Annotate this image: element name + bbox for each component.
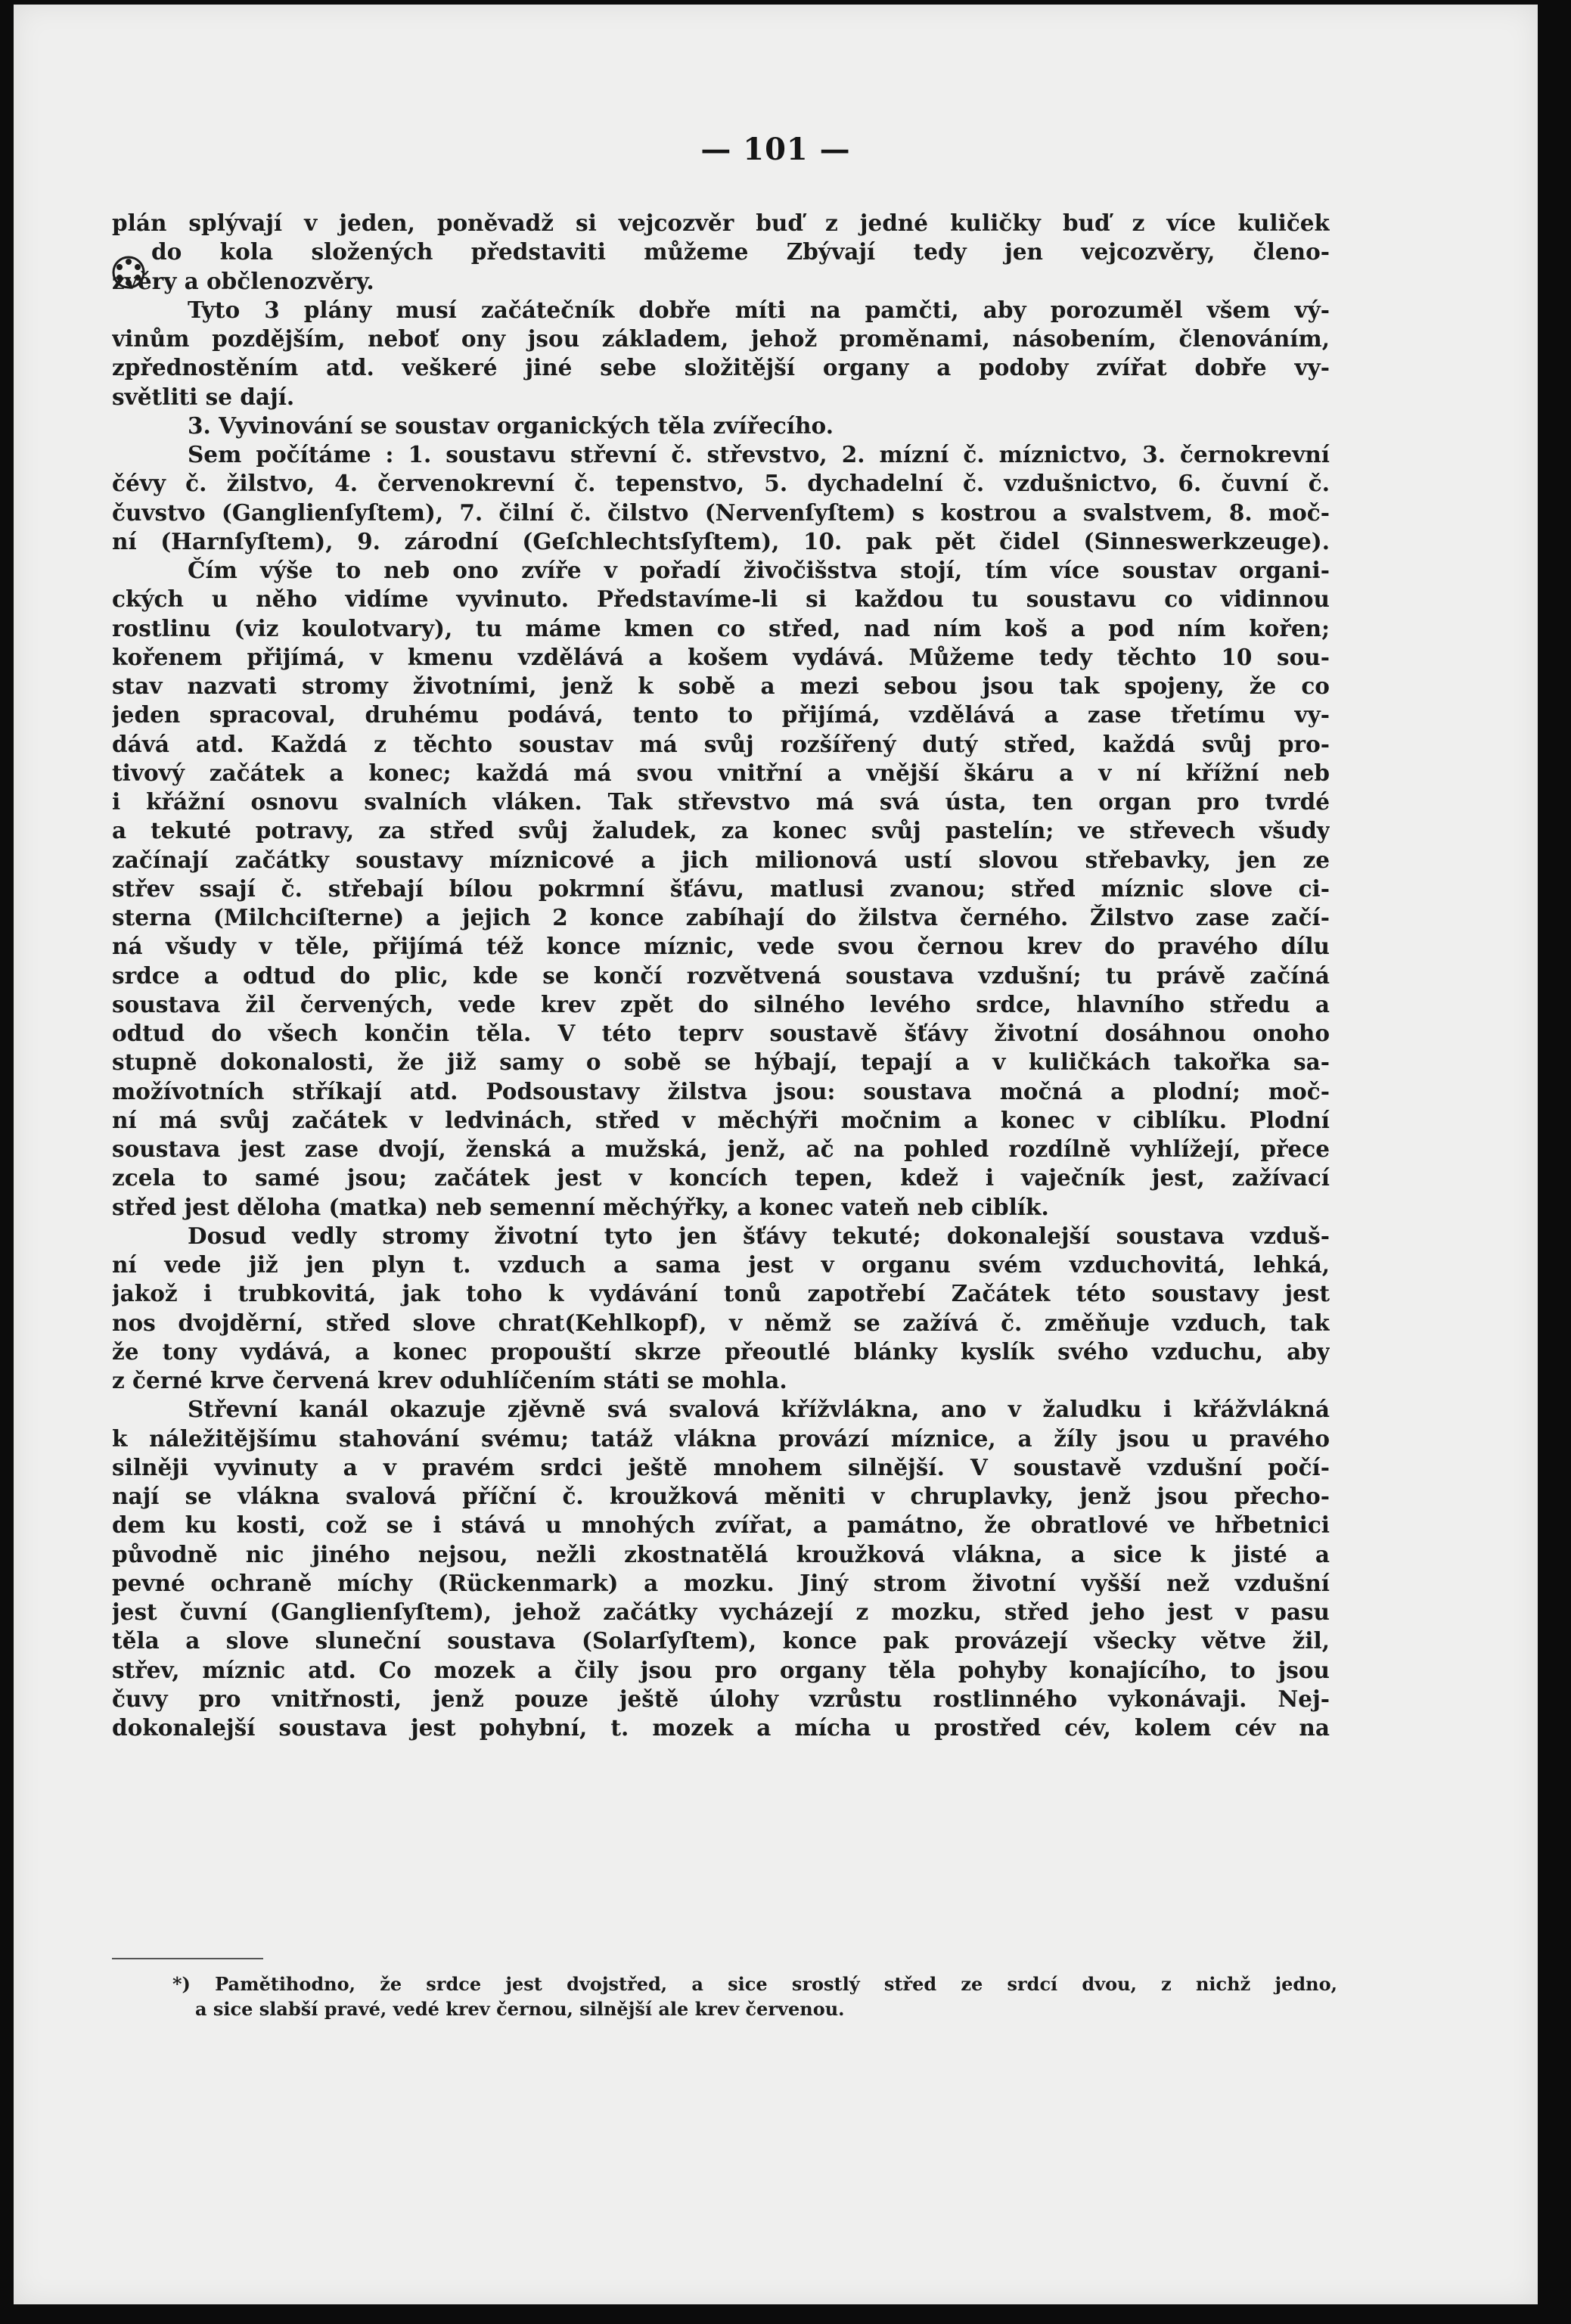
page-number: — 101 — — [700, 132, 851, 167]
text-line: nos dvojděrní, střed slove chrat(Kehlkopf), v němž se zažívá č. změňuje vzduch, tak — [112, 1309, 1330, 1336]
text-line: těla a slove sluneční soustava (Solarſyſtem), konce pak provázejí všecky větve žil, — [112, 1627, 1330, 1654]
text-line: zcela to samé jsou; začátek jest v koncích tepen, kdež i vaječník jest, zažívací — [112, 1164, 1330, 1192]
text-line: Tyto 3 plány musí začátečník dobře míti na pamčti, aby porozuměl všem vý- — [188, 296, 1330, 323]
text-line: světliti se dají. — [112, 383, 295, 410]
section-heading: 3. Vyvinování se soustav organických těla zvířecího. — [188, 412, 834, 439]
text-line: střed jest děloha (matka) neb semenní měchýřky, a konec vateň neb ciblík. — [112, 1193, 1049, 1220]
text-line: ckých u něho vidíme vyvinuto. Představíme-li si každou tu soustavu co vidinnou — [112, 586, 1330, 613]
text-line: tivový začátek a konec; každá má svou vnitřní a vnější škáru a v ní křížní neb — [112, 759, 1330, 786]
text-line: střev, míznic atd. Co mozek a čily jsou pro organy těla pohyby konajícího, to jsou — [112, 1656, 1330, 1683]
text-line: plán splývají v jeden, poněvadž si vejcozvěr buď z jedné kuličky buď z více kuliček — [112, 210, 1330, 236]
text-line: čuvy pro vnitřnosti, jenž pouze ještě úlohy vzrůstu rostlinného vykonávaji. Nej- — [112, 1685, 1330, 1712]
footnote — [172, 1971, 1337, 2021]
text-line: rostlinu (viz koulotvary), tu máme kmen co střed, nad ním koš a pod ním kořen; — [112, 614, 1330, 642]
text-line: nají se vlákna svalová příční č. kroužková měniti v chruplavky, jenž jsou přecho- — [112, 1483, 1330, 1509]
text-line: ní má svůj začátek v ledvinách, střed v měchýři močnim a konec v ciblíku. Plodní — [112, 1106, 1330, 1133]
book-page — [14, 5, 1538, 2304]
text-line: srdce a odtud do plic, kde se končí rozvětvená soustava vzdušní; tu právě začíná — [112, 962, 1330, 989]
text-line: odtud do všech končin těla. V této teprv soustavě šťávy životní dosáhnou onoho — [112, 1020, 1330, 1046]
text-line: ní vede již jen plyn t. vzduch a sama jest v organu svém vzduchovitá, lehká, — [112, 1251, 1330, 1278]
text-line: zvěry a občlenozvěry. — [112, 267, 374, 294]
text-line: stupně dokonalosti, že již samy o sobě se hýbají, tepají a v kuličkách takořka sa- — [112, 1049, 1330, 1076]
footnote-line: a sice slabší pravé, vedé krev černou, silnější ale krev červenou. — [195, 1998, 845, 2020]
text-line: střev ssají č. střebají bílou pokrmní šťávu, matlusi zvanou; střed míznic slove ci- — [112, 875, 1330, 902]
text-line: jest čuvní (Ganglienſyſtem), jehož začátky vycházejí z mozku, střed jeho jest v pasu — [112, 1599, 1330, 1625]
text-line: Sem počítáme : 1. soustavu střevní č. střevstvo, 2. mízní č. míznictvo, 3. černokrevní — [188, 441, 1330, 468]
text-line: do kola složených představiti můžeme Zbývají tedy jen vejcozvěry, členo- — [151, 238, 1330, 266]
text-line: čévy č. žilstvo, 4. červenokrevní č. tepenstvo, 5. dychadelní č. vzdušnictvo, 6. čuvní č. — [112, 470, 1330, 497]
text-line: dem ku kosti, což se i stává u mnohých zvířat, a památno, že obratlové ve hřbetnici — [112, 1512, 1330, 1539]
text-line: ní (Harnſyſtem), 9. zárodní (Geſchlechtsſyſtem), 10. pak pět čidel (Sinneswerkzeuge). — [112, 527, 1330, 555]
text-line: sterna (Milchciſterne) a jejich 2 konce zabíhají do žilstva černého. Žilstvo zase začí- — [112, 904, 1330, 931]
text-line: jakož i trubkovitá, jak toho k vydávání tonů zapotřebí Začátek této soustavy jest — [112, 1280, 1330, 1307]
text-line: ná všudy v těle, přijímá též konce míznic, vede svou černou krev do pravého dílu — [112, 933, 1330, 960]
text-line: Čím výše to neb ono zvíře v pořadí živočišstva stojí, tím více soustav organi- — [188, 557, 1330, 583]
text-line: dokonalejší soustava jest pohybní, t. mozek a mícha u prostřed cév, kolem cév na — [112, 1714, 1330, 1741]
text-line: silněji vyvinuty a v pravém srdci ještě mnohem silnější. V soustavě vzdušní počí- — [112, 1453, 1330, 1480]
text-line: dává atd. Každá z těchto soustav má svůj rozšířený dutý střed, každá svůj pro- — [112, 730, 1330, 757]
text-line: Dosud vedly stromy životní tyto jen šťávy tekuté; dokonalejší soustava vzduš- — [188, 1222, 1330, 1249]
text-line: stav nazvati stromy životními, jenž k sobě a mezi sebou jsou tak spojeny, že co — [112, 673, 1330, 699]
text-line: že tony vydává, a konec propouští skrze přeoutlé blánky kyslík svého vzduchu, aby — [112, 1338, 1330, 1365]
text-line: Střevní kanál okazuje zjěvně svá svalová křížvlákna, ano v žaludku i křážvlákná — [188, 1396, 1330, 1423]
text-line: pevné ochraně míchy (Rückenmark) a mozku. Jiný strom životní vyšší než vzdušní — [112, 1569, 1330, 1596]
footnote-line: *) Pamětihodno, že srdce jest dvojstřed, a sice srostlý střed ze srdcí dvou, z nichž jedno, — [172, 1973, 1337, 1995]
text-line: i křážní osnovu svalních vláken. Tak střevstvo má svá ústa, ten organ pro tvrdé — [112, 788, 1330, 815]
text-line: soustava jest zase dvojí, ženská a mužská, jenž, ač na pohled rozdílně vyhlížejí, přece — [112, 1136, 1330, 1162]
text-line: možívotních stříkají atd. Podsoustavy žilstva jsou: soustava močná a plodní; moč- — [112, 1077, 1330, 1105]
text-line: zpřednostěním atd. veškeré jiné sebe složitější organy a podoby zvířat dobře vy- — [112, 354, 1330, 381]
text-line: původně nic jiného nejsou, nežli zkostnatělá kroužková vlákna, a sice k jisté a — [112, 1540, 1330, 1567]
text-line: jeden spracoval, druhému podává, tento to přijímá, vzdělává a zase třetímu vy- — [112, 701, 1330, 729]
text-line: kořenem přijímá, v kmenu vzdělává a košem vydává. Můžeme tedy těchto 10 sou- — [112, 643, 1330, 670]
text-line: čuvstvo (Ganglienſyſtem), 7. čilní č. čilstvo (Nervenſyſtem) s kostrou a svalstvem, 8. moč- — [112, 499, 1330, 526]
text-line: a tekuté potravy, za střed svůj žaludek, za konec svůj pastelín; ve střevech všudy — [112, 817, 1330, 844]
text-line: soustava žil červených, vede krev zpět do silného levého srdce, hlavního středu a — [112, 990, 1330, 1018]
text-line: vinům pozdějším, neboť ony jsou základem, jehož proměnami, násobením, členováním, — [112, 325, 1330, 352]
footnote-divider — [112, 1958, 263, 1959]
text-line: z černé krve červená krev oduhlíčením státi se mohla. — [112, 1367, 787, 1393]
text-line: k náležitějšímu stahování svému; tatáž vlákna provází míznice, a žíly jsou u pravého — [112, 1425, 1330, 1452]
body-text — [112, 209, 1330, 1742]
text-line: začínají začátky soustavy míznicové a jich milionová ustí slovou střebavky, jen ze — [112, 846, 1330, 873]
